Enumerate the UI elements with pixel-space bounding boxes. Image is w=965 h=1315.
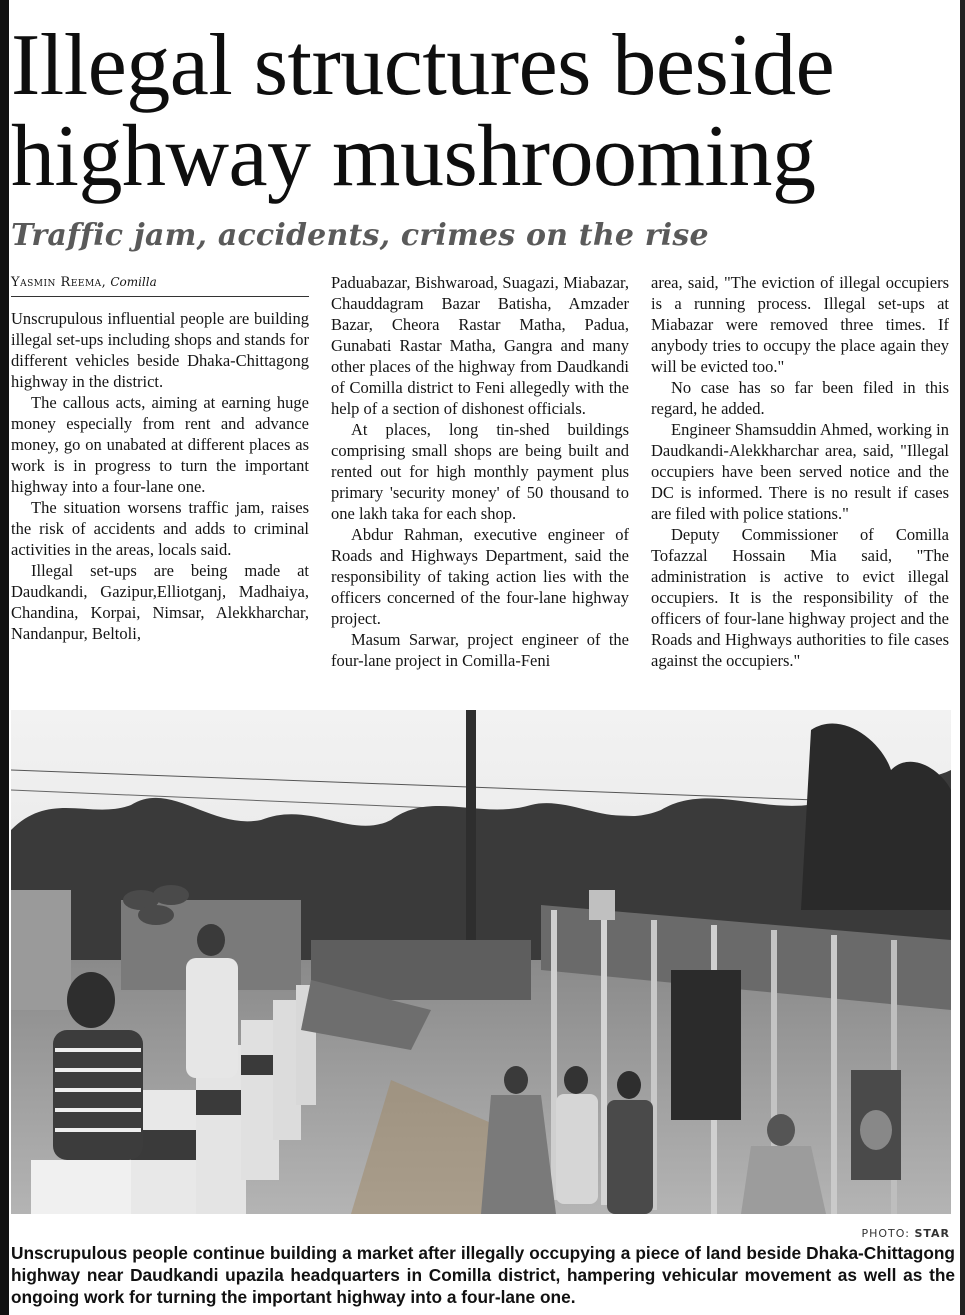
- utility-pole: [466, 710, 476, 970]
- news-photo: [11, 710, 951, 1214]
- photo-illustration: [11, 710, 951, 1214]
- paragraph: Deputy Commissioner of Comilla Tofazzal Hossain Mia said, "The administration is active to evict illegal occupiers. It is the responsibility of the officers of four-lane highway project and the Roads and Highways authorities to file cases against the occupiers.": [651, 525, 949, 670]
- byline: [11, 275, 309, 297]
- paragraph: The situation worsens traffic jam, raises the risk of accidents and adds to criminal activities in the areas, locals said.: [11, 498, 309, 559]
- left-border-rule: [0, 0, 9, 1315]
- headline-line-1: Illegal structures beside: [11, 17, 835, 114]
- newspaper-article: [11, 0, 955, 1315]
- headline-line-2: highway mushrooming: [11, 108, 816, 205]
- article-column-2: [331, 272, 629, 671]
- right-border-rule: [960, 0, 965, 1315]
- article-column-3: [651, 272, 949, 671]
- byline-place: Comilla: [110, 275, 157, 289]
- paragraph: At places, long tin-shed buildings comprising small shops are being built and rented out for high monthly payment plus primary 'security money' of 50 thousand to one lakh taka for each shop.: [331, 420, 629, 523]
- byline-author: Yasmin Reema,: [11, 275, 107, 290]
- paragraph: Illegal set-ups are being made at Daudkandi, Gazipur,Elliotganj, Madhaiya, Chandina, Korpai, Nimsar, Alekkharchar, Nandanpur, Beltoli,: [11, 561, 309, 643]
- paragraph: Engineer Shamsuddin Ahmed, working in Daudkandi-Alekkharchar area, said, "Illegal occupiers have been served notice and the DC is informed. There is no result if cases are filed with police stations.": [651, 420, 949, 523]
- article-column-1: [11, 308, 309, 644]
- photo-credit-label: PHOTO:: [861, 1227, 910, 1240]
- paragraph: Unscrupulous influential people are building illegal set-ups including shops and stands for different vehicles beside Dhaka-Chittagong highway in the district.: [11, 309, 309, 391]
- paragraph: Masum Sarwar, project engineer of the four-lane project in Comilla-Feni: [331, 630, 629, 670]
- paragraph: area, said, "The eviction of illegal occupiers is a running process. Illegal set-ups at Miabazar were removed three times. If anybody tries to occupy the place again they will be evicted too.": [651, 273, 949, 376]
- photo-credit: [861, 1227, 950, 1240]
- photo-caption: Unscrupulous people continue building a market after illegally occupying a piece of land beside Dhaka-Chittagong highway near Daudkandi upazila headquarters in Comilla district, hampering vehicular movement as well as the ongoing work for turning the important highway into a four-lane one.: [11, 1243, 955, 1307]
- subheadline: Traffic jam, accidents, crimes on the rise: [11, 218, 709, 253]
- paragraph: The callous acts, aiming at earning huge money especially from rent and advance money, go on unabated at different places as work is in progress to turn the important highway into a four-lane one.: [11, 393, 309, 496]
- paragraph: No case has so far been filed in this regard, he added.: [651, 378, 949, 418]
- paragraph: Abdur Rahman, executive engineer of Roads and Highways Department, said the responsibility of taking action lies with the officers concerned of the four-lane highway project.: [331, 525, 629, 628]
- headline: [11, 17, 955, 205]
- paragraph: Paduabazar, Bishwaroad, Suagazi, Miabazar, Chauddagram Bazar Batisha, Amzader Bazar, Cheora Rastar Matha, Padua, Gunabati Rastar Matha, Gangra and many other places of the highway from Daudkandi of Comilla district to Feni allegedly with the help of a section of dishonest officials.: [331, 273, 629, 418]
- photo-credit-source: STAR: [914, 1227, 950, 1240]
